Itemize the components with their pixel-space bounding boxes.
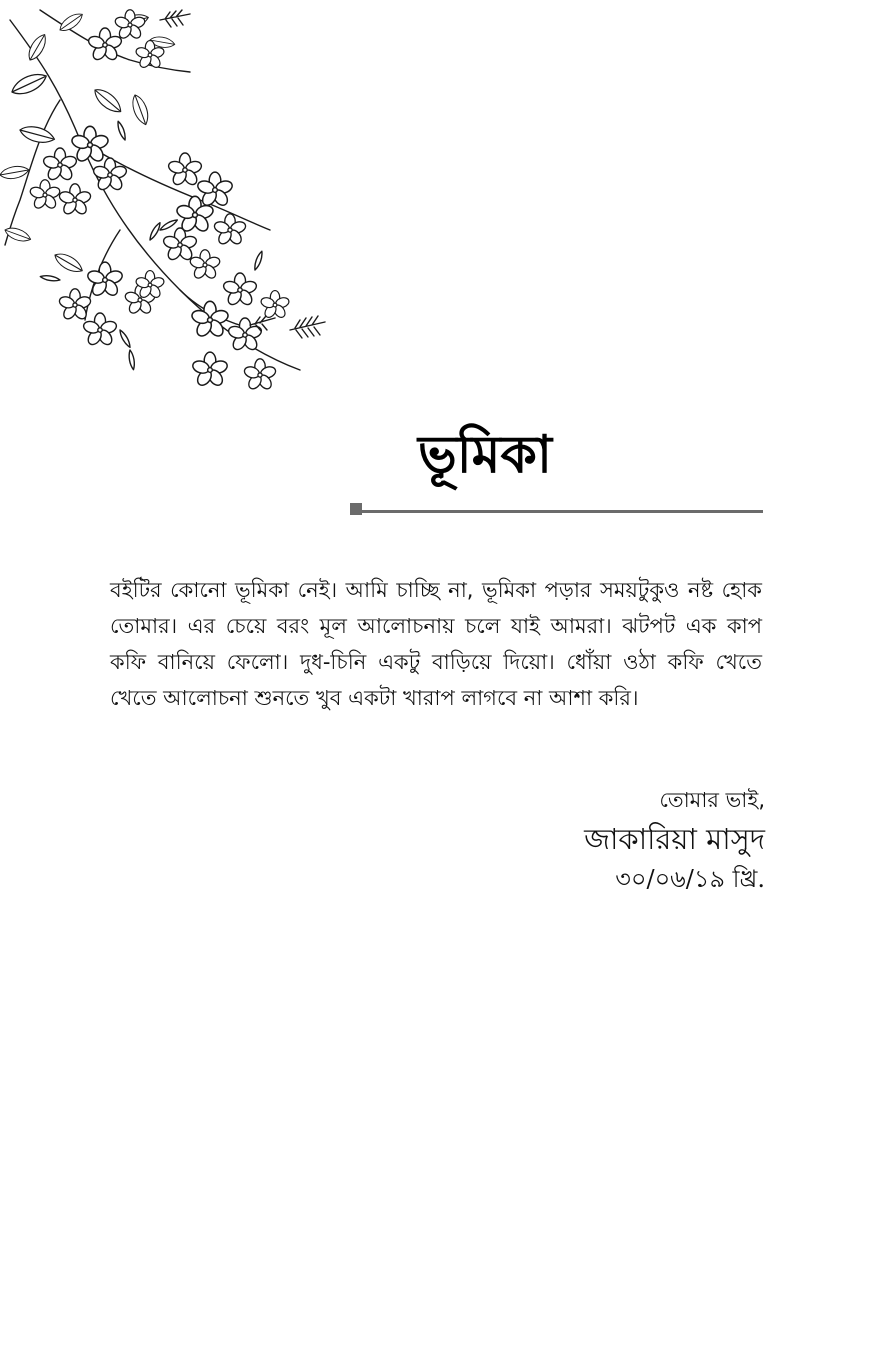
divider-square	[350, 503, 362, 515]
floral-branch-illustration	[0, 0, 330, 400]
signature-greeting: তোমার ভাই,	[659, 788, 765, 812]
preface-paragraph: বইটির কোনো ভূমিকা নেই। আমি চাচ্ছি না, ভূমিকা পড়ার সময়টুকুও নষ্ট হোক তোমার। এর চেয়ে বরং মূল আলোচনায় চলে যাই আমরা। ঝটপট এক কাপ কফি বানিয়ে ফেলো। দুধ-চিনি একটু বাড়িয়ে দিয়ো। ধোঁয়া ওঠা কফি খেতে খেতে আলোচনা শুনতে খুব একটা খারাপ লাগবে না আশা করি।	[110, 578, 762, 710]
signature-name: জাকারিয়া মাসুদ	[584, 822, 765, 856]
signature-date: ৩০/০৬/১৯ খ্রি.	[615, 865, 765, 893]
divider-line	[362, 510, 763, 513]
signature-block	[465, 783, 765, 897]
page-title: ভূমিকা	[418, 424, 552, 485]
title-divider	[350, 503, 763, 517]
